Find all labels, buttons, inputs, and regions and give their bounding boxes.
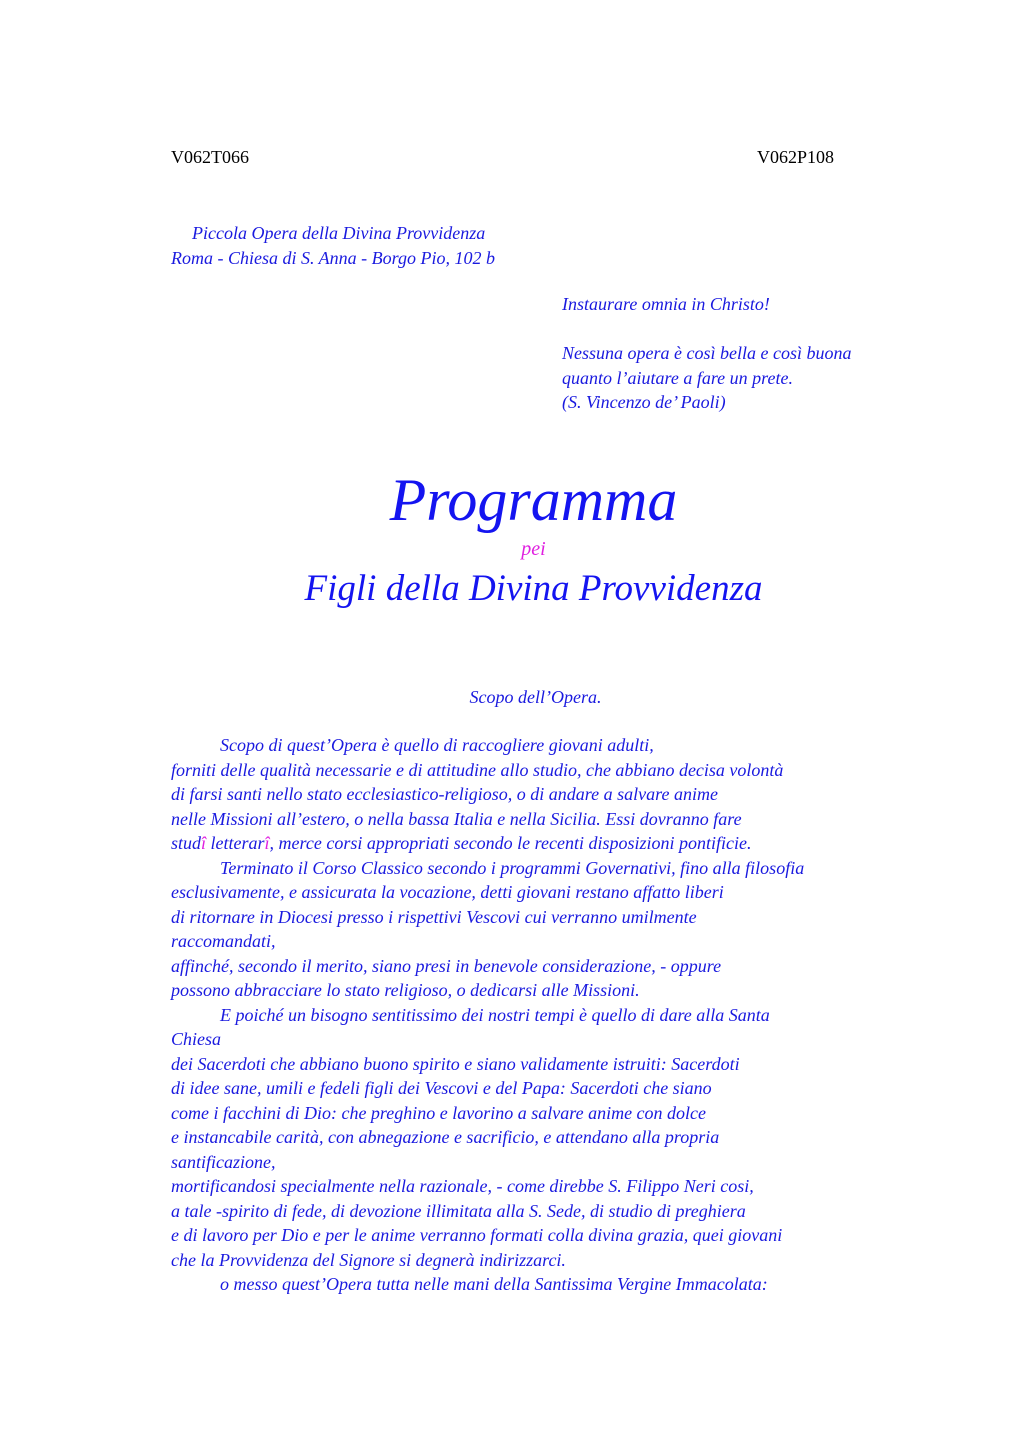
body-line: di idee sane, umili e fedeli figli dei Vescovi e del Papa: Sacerdoti che siano: [171, 1078, 712, 1098]
quote-attribution: (S. Vincenzo de’ Paoli): [562, 392, 726, 412]
text-run: , merce corsi appropriati secondo le recenti disposizioni pontificie.: [269, 833, 752, 853]
body-line: E poiché un bisogno sentitissimo dei nostri tempi è quello di dare alla Santa: [220, 1004, 770, 1025]
body-line: forniti delle qualità necessarie e di attitudine allo studio, che abbiano decisa volontà: [171, 759, 784, 780]
body-line: che la Provvidenza del Signore si degnerà indirizzarci.: [171, 1249, 566, 1270]
body-text: [171, 733, 911, 1297]
section-heading: Scopo dell’Opera.: [469, 687, 602, 707]
spacer: [562, 317, 851, 342]
body-line: nelle Missioni all’estero, o nella bassa Italia e nella Sicilia. Essi dovranno fare: [171, 808, 742, 829]
body-line: di farsi santi nello stato ecclesiastico-religioso, o di andare a salvare anime: [171, 784, 718, 804]
body-line: Scopo di quest’Opera è quello di raccogliere giovani adulti,: [220, 735, 654, 755]
letterhead: [171, 221, 495, 270]
institution-name: Piccola Opera della Divina Provvidenza: [192, 223, 486, 243]
document-title: Programma: [389, 467, 678, 533]
body-line: o messo quest’Opera tutta nelle mani della Santissima Vergine Immacolata:: [220, 1274, 768, 1294]
text-run: stud: [171, 833, 202, 853]
quote-line: quanto l’aiutare a fare un prete.: [562, 367, 793, 388]
body-line: esclusivamente, e assicurata la vocazione, detti giovani restano affatto liberi: [171, 882, 724, 902]
epigraph: [562, 292, 851, 415]
body-line: come i facchini di Dio: che preghino e lavorino a salvare anime con dolce: [171, 1102, 707, 1123]
body-line: e di lavoro per Dio e per le anime verranno formati colla divina grazia, quei giovani: [171, 1225, 783, 1245]
body-line: e instancabile carità, con abnegazione e sacrificio, e attendano alla propria: [171, 1127, 720, 1147]
institution-address: Roma - Chiesa di S. Anna - Borgo Pio, 102 b: [171, 247, 495, 268]
title-connector: pei: [521, 538, 546, 560]
body-line: mortificandosi specialmente nella razionale, - come direbbe S. Filippo Neri cosi,: [171, 1176, 754, 1196]
body-line: Chiesa: [171, 1029, 222, 1049]
document-reference-right: V062P108: [757, 147, 835, 167]
accented-char: î: [264, 833, 270, 853]
document-reference-left: V062T066: [171, 147, 249, 167]
body-line: affinché, secondo il merito, siano presi in benevole considerazione, - oppure: [171, 955, 722, 976]
text-run: letterar: [206, 833, 265, 853]
motto-line: Instaurare omnia in Christo!: [562, 294, 770, 314]
quote-line: Nessuna opera è così bella e così buona: [562, 343, 852, 363]
body-line: [171, 831, 911, 856]
body-line: raccomandati,: [171, 931, 276, 951]
accented-char: î: [201, 833, 207, 853]
body-line: santificazione,: [171, 1151, 276, 1172]
body-line: Terminato il Corso Classico secondo i programmi Governativi, fino alla filosofia: [220, 857, 805, 878]
body-line: a tale -spirito di fede, di devozione illimitata alla S. Sede, di studio di preghiera: [171, 1200, 746, 1221]
body-line: possono abbracciare lo stato religioso, o dedicarsi alle Missioni.: [171, 980, 640, 1000]
body-line: dei Sacerdoti che abbiano buono spirito e siano validamente istruiti: Sacerdoti: [171, 1053, 740, 1074]
body-line: di ritornare in Diocesi presso i rispettivi Vescovi cui verranno umilmente: [171, 906, 697, 927]
document-subtitle: Figli della Divina Provvidenza: [304, 568, 763, 609]
